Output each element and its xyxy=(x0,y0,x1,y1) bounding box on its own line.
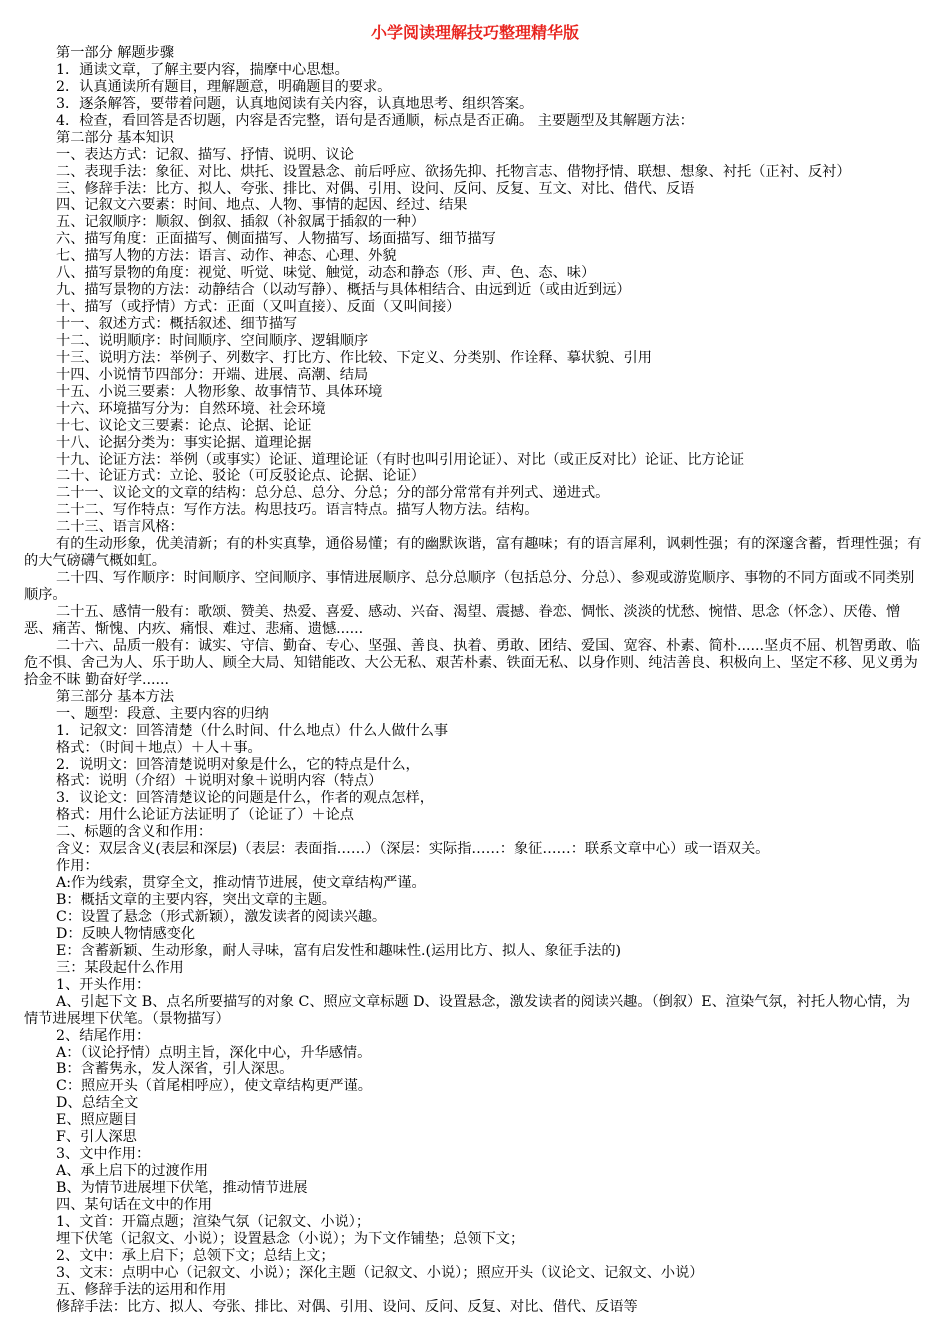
text-line: 十三、说明方法：举例子、列数字、打比方、作比较、下定义、分类别、作诠释、摹状貌、引用 xyxy=(56,349,652,366)
text-line: E、照应题目 xyxy=(56,1112,138,1129)
text-line: 十五、小说三要素：人物形象、故事情节、具体环境 xyxy=(56,383,383,400)
text-line: 二十六、品质一般有：诚实、守信、勤奋、专心、坚强、善良、执着、勇敢、团结、爱国、宽容、朴素、简朴......坚贞不屈、机智勇敢、临危不惧、舍己为人、乐于助人、顾全大局、知错能改、大公无私、艰苦朴素、铁面无私、以身作则、纯洁善良、积极向上、坚定不移、见义勇为拾金不昧 勤奋好学...... xyxy=(24,637,921,688)
text-line: 3、文中作用： xyxy=(56,1146,151,1163)
text-line: 一、表达方式：记叙、描写、抒情、说明、议论 xyxy=(56,146,354,163)
text-line: 1、开头作用： xyxy=(56,976,151,993)
text-line: 七、描写人物的方法：语言、动作、神态、心理、外貌 xyxy=(56,248,397,265)
text-line: 十四、小说情节四部分：开端、进展、高潮、结局 xyxy=(56,366,369,383)
text-line: 十七、议论文三要素：论点、论据、论证 xyxy=(56,417,312,434)
text-line: E：含蓄新颖、生动形象，耐人寻味，富有启发性和趣味性.(运用比方、拟人、象征手法的) xyxy=(56,942,622,959)
text-line: 埋下伏笔（记叙文、小说）；设置悬念（小说）；为下文作铺垫；总领下文； xyxy=(56,1230,525,1247)
text-line: 二十五、感情一般有：歌颂、赞美、热爱、喜爱、感动、兴奋、渴望、震撼、眷恋、惆怅、淡淡的忧愁、惋惜、思念（怀念）、厌倦、憎恶、痛苦、惭愧、内疚、痛恨、难过、悲痛、遗憾...... xyxy=(24,604,901,637)
text-line: 五、修辞手法的运用和作用 xyxy=(56,1281,227,1298)
text-line: 2、文中：承上启下；总领下文；总结上文； xyxy=(56,1247,335,1264)
text-line: B、为情节进展埋下伏笔，推动情节进展 xyxy=(56,1180,308,1196)
text-line: 第三部分 基本方法 xyxy=(56,688,175,705)
text-line: A：（议论抒情）点明主旨，深化中心，升华感情。 xyxy=(56,1044,372,1061)
text-line: 二、标题的含义和作用： xyxy=(56,824,213,841)
text-line: B：概括文章的主要内容，突出文章的主题。 xyxy=(56,892,336,909)
text-line: 十六、环境描写分为：自然环境、社会环境 xyxy=(56,400,326,417)
text-line: 含义：双层含义(表层和深层)（表层：表面指……）（深层：实际指……：象征……：联系文章中心）或一语双关。 xyxy=(56,841,770,858)
text-line: 4．检查，看回答是否切题，内容是否完整，语句是否通顺，标点是否正确。 主要题型及其解题方法： xyxy=(56,112,694,129)
text-line: 3．逐条解答，要带着问题，认真地阅读有关内容，认真地思考、组织答案。 xyxy=(56,95,534,112)
text-line: 有的生动形象，优美清新；有的朴实真挚，通俗易懂；有的幽默诙谐，富有趣味；有的语言犀利，讽刺性强；有的深邃含蓄，哲理性强；有的大气磅礴气概如虹。 xyxy=(24,536,922,570)
text-line: 格式：说明（介绍）＋说明对象＋说明内容（特点） xyxy=(56,773,383,790)
text-line: 1、文首：开篇点题；渲染气氛（记叙文、小说）； xyxy=(56,1213,371,1230)
text-line: 二十一、议论文的文章的结构：总分总、总分、分总；分的部分常常有并列式、递进式。 xyxy=(56,485,610,502)
text-line: 十、描写（或抒情）方式：正面（又叫直接）、反面（又叫间接） xyxy=(56,299,461,316)
text-line: 十八、论据分类为：事实论据、道理论据 xyxy=(56,434,312,451)
text-line: 修辞手法：比方、拟人、夸张、排比、对偶、引用、设问、反问、反复、对比、借代、反语等 xyxy=(56,1298,638,1315)
text-line: 格式：（时间＋地点）＋人＋事。 xyxy=(56,739,262,756)
text-line: 3、文末：点明中心（记叙文、小说）；深化主题（记叙文、小说）；照应开头（议论文、记叙文、小说） xyxy=(56,1264,704,1281)
text-line: 三、修辞手法：比方、拟人、夸张、排比、对偶、引用、设问、反问、反复、互文、对比、借代、反语 xyxy=(56,180,695,197)
text-line: A、引起下文 B、点名所要描写的对象 C、照应文章标题 D、设置悬念，激发读者的阅读兴趣。（倒叙）E、渲染气氛，衬托人物心情，为情节进展埋下伏笔。（景物描写） xyxy=(24,993,911,1027)
document-body xyxy=(24,45,924,1316)
text-line: 三：某段起什么作用 xyxy=(56,959,184,976)
text-line: 四、某句话在文中的作用 xyxy=(56,1196,213,1213)
text-line: 十一、叙述方式：概括叙述、细节描写 xyxy=(56,316,298,333)
text-line: 二十三、语言风格： xyxy=(56,519,184,536)
text-line: 二十四、写作顺序：时间顺序、空间顺序、事情进展顺序、总分总顺序（包括总分、分总）、参观或游览顺序、事物的不同方面或不同类别顺序。 xyxy=(24,570,915,604)
text-line: D、总结全文 xyxy=(56,1095,139,1112)
text-line: 1．通读文章，了解主要内容，揣摩中心思想。 xyxy=(56,61,349,78)
text-line: 二、表现手法：象征、对比、烘托、设置悬念、前后呼应、欲扬先抑、托物言志、借物抒情、联想、想象、衬托（正衬、反衬） xyxy=(56,163,851,180)
text-line: 十二、说明顺序：时间顺序、空间顺序、逻辑顺序 xyxy=(56,332,369,349)
text-line: 第二部分 基本知识 xyxy=(56,129,175,146)
text-line: 六、描写角度：正面描写、侧面描写、人物描写、场面描写、细节描写 xyxy=(56,231,496,248)
text-line: 五、记叙顺序：顺叙、倒叙、插叙（补叙属于插叙的一种） xyxy=(56,214,425,231)
text-line: 一、题型：段意、主要内容的归纳 xyxy=(56,705,269,722)
document-title: 小学阅读理解技巧整理精华版 xyxy=(370,23,579,42)
text-line: 四、记叙文六要素：时间、地点、人物、事情的起因、经过、结果 xyxy=(56,197,468,214)
text-line: 八、描写景物的角度：视觉、听觉、味觉、触觉，动态和静态（形、声、色、态、味） xyxy=(56,265,596,282)
text-line: 九、描写景物的方法：动静结合（以动写静）、概括与具体相结合、由远到近（或由近到远） xyxy=(56,282,631,299)
text-line: 1．记叙文：回答清楚（什么时间、什么地点）什么人做什么事 xyxy=(56,722,449,739)
text-line: 十九、论证方法：举例（或事实）论证、道理论证（有时也叫引用论证）、对比（或正反对比）论证、比方论证 xyxy=(56,451,745,468)
text-line: F、引人深思 xyxy=(56,1129,137,1146)
text-line: 格式：用什么论证方法证明了（论证了）＋论点 xyxy=(56,807,354,824)
text-line: A、承上启下的过渡作用 xyxy=(56,1163,209,1180)
text-line: 作用： xyxy=(56,858,99,875)
text-line: C：照应开头（首尾相呼应），使文章结构更严谨。 xyxy=(56,1078,372,1095)
text-line: A:作为线索，贯穿全文，推动情节进展，使文章结构严谨。 xyxy=(56,875,426,892)
text-line: C：设置了悬念（形式新颖），激发读者的阅读兴趣。 xyxy=(56,908,387,925)
text-line: 二十二、写作特点：写作方法。构思技巧。语言特点。描写人物方法。结构。 xyxy=(56,502,539,519)
text-line: 2．认真通读所有题目，理解题意，明确题目的要求。 xyxy=(56,78,392,95)
text-line: 3．议论文：回答清楚议论的问题是什么，作者的观点怎样， xyxy=(56,790,434,807)
text-line: 2、结尾作用： xyxy=(56,1027,151,1044)
text-line: D：反映人物情感变化 xyxy=(56,925,196,942)
text-line: 第一部分 解题步骤 xyxy=(56,45,175,61)
text-line: 二十、论证方式：立论、驳论（可反驳论点、论据、论证） xyxy=(56,468,425,485)
text-line: B：含蓄隽永，发人深省，引人深思。 xyxy=(56,1061,294,1078)
text-line: 2．说明文：回答清楚说明对象是什么，它的特点是什么， xyxy=(56,756,420,773)
